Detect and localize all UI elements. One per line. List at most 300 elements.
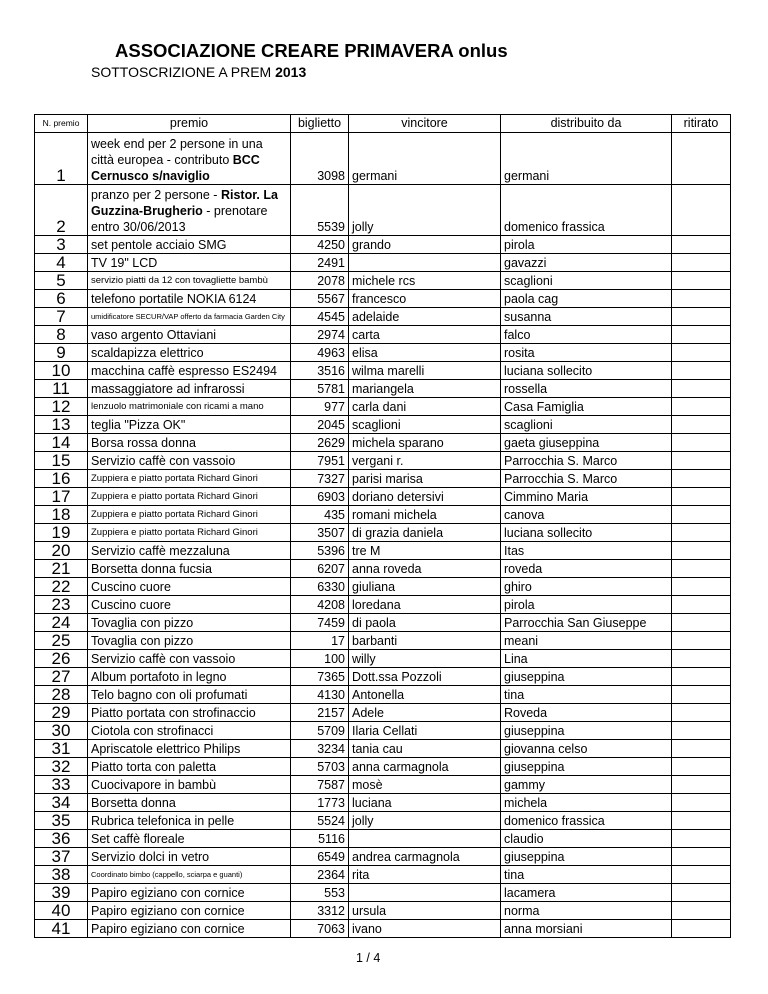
cell-distribuito-da: roveda [501, 560, 672, 578]
cell-ritirato [672, 308, 731, 326]
cell-vincitore: germani [349, 133, 501, 185]
cell-premio: Piatto portata con strofinaccio [88, 704, 291, 722]
cell-ritirato [672, 416, 731, 434]
cell-distribuito-da: Cimmino Maria [501, 488, 672, 506]
table-row [35, 380, 731, 398]
cell-vincitore: carla dani [349, 398, 501, 416]
cell-n-premio: 12 [35, 398, 88, 416]
cell-vincitore: andrea carmagnola [349, 848, 501, 866]
cell-biglietto: 2629 [291, 434, 349, 452]
cell-biglietto: 1773 [291, 794, 349, 812]
cell-n-premio: 38 [35, 866, 88, 884]
cell-biglietto: 4130 [291, 686, 349, 704]
table-row [35, 866, 731, 884]
cell-biglietto: 4963 [291, 344, 349, 362]
cell-distribuito-da: gaeta giuseppina [501, 434, 672, 452]
cell-biglietto: 5396 [291, 542, 349, 560]
cell-distribuito-da: falco [501, 326, 672, 344]
cell-vincitore: ursula [349, 902, 501, 920]
cell-vincitore: francesco [349, 290, 501, 308]
cell-distribuito-da: norma [501, 902, 672, 920]
cell-vincitore: grando [349, 236, 501, 254]
header-distribuito-da: distribuito da [501, 115, 672, 133]
table-row [35, 884, 731, 902]
cell-premio: Coordinato bimbo (cappello, sciarpa e guanti) [88, 866, 291, 884]
cell-vincitore: giuliana [349, 578, 501, 596]
cell-n-premio: 13 [35, 416, 88, 434]
premio-text: pranzo per 2 persone - [91, 188, 221, 202]
cell-premio: set pentole acciaio SMG [88, 236, 291, 254]
premio-text: week end per 2 persone in una città europea - contributo [91, 137, 263, 167]
cell-vincitore: Antonella [349, 686, 501, 704]
cell-distribuito-da: gammy [501, 776, 672, 794]
table-row [35, 272, 731, 290]
cell-ritirato [672, 254, 731, 272]
cell-distribuito-da: domenico frassica [501, 185, 672, 236]
cell-premio: Zuppiera e piatto portata Richard Ginori [88, 506, 291, 524]
table-row [35, 452, 731, 470]
cell-biglietto: 2157 [291, 704, 349, 722]
cell-distribuito-da: luciana sollecito [501, 524, 672, 542]
cell-vincitore: elisa [349, 344, 501, 362]
cell-biglietto: 3507 [291, 524, 349, 542]
cell-n-premio: 22 [35, 578, 88, 596]
cell-n-premio: 23 [35, 596, 88, 614]
cell-biglietto: 5567 [291, 290, 349, 308]
cell-vincitore: scaglioni [349, 416, 501, 434]
cell-premio: Set caffè floreale [88, 830, 291, 848]
cell-n-premio: 16 [35, 470, 88, 488]
cell-distribuito-da: giovanna celso [501, 740, 672, 758]
cell-premio: Cuscino cuore [88, 578, 291, 596]
cell-vincitore: tre M [349, 542, 501, 560]
cell-n-premio: 11 [35, 380, 88, 398]
cell-ritirato [672, 722, 731, 740]
cell-ritirato [672, 650, 731, 668]
cell-vincitore: mariangela [349, 380, 501, 398]
cell-n-premio: 27 [35, 668, 88, 686]
cell-ritirato [672, 488, 731, 506]
cell-vincitore [349, 830, 501, 848]
cell-vincitore: di grazia daniela [349, 524, 501, 542]
cell-distribuito-da: domenico frassica [501, 812, 672, 830]
cell-distribuito-da: ghiro [501, 578, 672, 596]
table-row [35, 650, 731, 668]
table-row [35, 668, 731, 686]
cell-n-premio: 17 [35, 488, 88, 506]
cell-biglietto: 7063 [291, 920, 349, 938]
cell-biglietto: 6330 [291, 578, 349, 596]
cell-vincitore: anna roveda [349, 560, 501, 578]
cell-distribuito-da: claudio [501, 830, 672, 848]
cell-n-premio: 41 [35, 920, 88, 938]
cell-ritirato [672, 614, 731, 632]
cell-ritirato [672, 326, 731, 344]
table-row [35, 326, 731, 344]
cell-vincitore: tania cau [349, 740, 501, 758]
cell-ritirato [672, 578, 731, 596]
cell-premio: Ciotola con strofinacci [88, 722, 291, 740]
cell-biglietto: 5524 [291, 812, 349, 830]
cell-biglietto: 17 [291, 632, 349, 650]
table-row [35, 686, 731, 704]
cell-biglietto: 7327 [291, 470, 349, 488]
cell-n-premio: 7 [35, 308, 88, 326]
cell-ritirato [672, 362, 731, 380]
table-row [35, 344, 731, 362]
cell-distribuito-da: Itas [501, 542, 672, 560]
cell-n-premio: 18 [35, 506, 88, 524]
page-number: 1 / 4 [356, 951, 381, 965]
cell-distribuito-da: Lina [501, 650, 672, 668]
cell-ritirato [672, 812, 731, 830]
cell-ritirato [672, 470, 731, 488]
cell-distribuito-da: Parrocchia San Giuseppe [501, 614, 672, 632]
cell-distribuito-da: tina [501, 686, 672, 704]
table-row [35, 794, 731, 812]
cell-biglietto: 553 [291, 884, 349, 902]
cell-vincitore: Adele [349, 704, 501, 722]
table-row [35, 290, 731, 308]
cell-n-premio: 34 [35, 794, 88, 812]
cell-distribuito-da: Parrocchia S. Marco [501, 470, 672, 488]
cell-ritirato [672, 668, 731, 686]
cell-premio: Servizio caffè con vassoio [88, 650, 291, 668]
table-row [35, 524, 731, 542]
table-row [35, 308, 731, 326]
cell-distribuito-da: Parrocchia S. Marco [501, 452, 672, 470]
cell-distribuito-da: Casa Famiglia [501, 398, 672, 416]
cell-vincitore: vergani r. [349, 452, 501, 470]
cell-n-premio: 19 [35, 524, 88, 542]
cell-distribuito-da: pirola [501, 596, 672, 614]
premio-sponsor: BCC Cernusco s/naviglio [91, 153, 260, 183]
cell-distribuito-da: giuseppina [501, 668, 672, 686]
cell-vincitore: Ilaria Cellati [349, 722, 501, 740]
cell-n-premio: 32 [35, 758, 88, 776]
cell-biglietto: 6207 [291, 560, 349, 578]
cell-biglietto: 2491 [291, 254, 349, 272]
cell-ritirato [672, 884, 731, 902]
cell-n-premio: 14 [35, 434, 88, 452]
cell-n-premio: 30 [35, 722, 88, 740]
cell-distribuito-da: giuseppina [501, 758, 672, 776]
cell-n-premio: 24 [35, 614, 88, 632]
subtitle-text: SOTTOSCRIZIONE A PREM [91, 64, 272, 80]
cell-distribuito-da: gavazzi [501, 254, 672, 272]
cell-n-premio: 28 [35, 686, 88, 704]
table-row [35, 704, 731, 722]
cell-vincitore: anna carmagnola [349, 758, 501, 776]
cell-premio: Tovaglia con pizzo [88, 632, 291, 650]
header-vincitore: vincitore [349, 115, 501, 133]
cell-distribuito-da: scaglioni [501, 272, 672, 290]
table-row [35, 470, 731, 488]
cell-ritirato [672, 236, 731, 254]
table-row [35, 416, 731, 434]
cell-premio: Servizio dolci in vetro [88, 848, 291, 866]
cell-ritirato [672, 185, 731, 236]
cell-premio: TV 19" LCD [88, 254, 291, 272]
header-row [35, 115, 731, 133]
cell-vincitore: loredana [349, 596, 501, 614]
table-row [35, 560, 731, 578]
cell-distribuito-da: anna morsiani [501, 920, 672, 938]
cell-biglietto: 5539 [291, 185, 349, 236]
cell-vincitore: jolly [349, 812, 501, 830]
table-row [35, 596, 731, 614]
cell-n-premio: 31 [35, 740, 88, 758]
cell-vincitore: parisi marisa [349, 470, 501, 488]
cell-premio: umidificatore SECUR/VAP offerto da farmacia Garden City [88, 308, 291, 326]
cell-vincitore: doriano detersivi [349, 488, 501, 506]
cell-premio: Apriscatole elettrico Philips [88, 740, 291, 758]
cell-premio: Rubrica telefonica in pelle [88, 812, 291, 830]
cell-ritirato [672, 758, 731, 776]
cell-premio: Borsetta donna [88, 794, 291, 812]
cell-distribuito-da: canova [501, 506, 672, 524]
cell-ritirato [672, 290, 731, 308]
cell-n-premio: 33 [35, 776, 88, 794]
cell-distribuito-da: germani [501, 133, 672, 185]
cell-ritirato [672, 866, 731, 884]
cell-biglietto: 7459 [291, 614, 349, 632]
cell-vincitore: adelaide [349, 308, 501, 326]
table-row [35, 848, 731, 866]
cell-distribuito-da: tina [501, 866, 672, 884]
cell-ritirato [672, 542, 731, 560]
header-n-premio: N. premio [35, 115, 88, 133]
cell-n-premio: 5 [35, 272, 88, 290]
premio-sponsor: Ristor. La Guzzina-Brugherio [91, 188, 278, 218]
cell-premio: scaldapizza elettrico [88, 344, 291, 362]
cell-ritirato [672, 272, 731, 290]
cell-premio: lenzuolo matrimoniale con ricami a mano [88, 398, 291, 416]
cell-n-premio: 4 [35, 254, 88, 272]
cell-vincitore: carta [349, 326, 501, 344]
cell-distribuito-da: giuseppina [501, 848, 672, 866]
cell-vincitore: michela sparano [349, 434, 501, 452]
cell-n-premio: 6 [35, 290, 88, 308]
cell-n-premio: 2 [35, 185, 88, 236]
table-row [35, 830, 731, 848]
cell-premio [88, 185, 291, 236]
premio-note: - prenotare entro 30/06/2013 [91, 204, 268, 234]
cell-n-premio: 39 [35, 884, 88, 902]
cell-premio: vaso argento Ottaviani [88, 326, 291, 344]
cell-n-premio: 35 [35, 812, 88, 830]
cell-biglietto: 2045 [291, 416, 349, 434]
table-row [35, 133, 731, 185]
header-biglietto: biglietto [291, 115, 349, 133]
cell-premio: Servizio caffè con vassoio [88, 452, 291, 470]
cell-ritirato [672, 133, 731, 185]
cell-vincitore: michele rcs [349, 272, 501, 290]
cell-ritirato [672, 380, 731, 398]
cell-ritirato [672, 560, 731, 578]
cell-premio: Cuscino cuore [88, 596, 291, 614]
cell-n-premio: 36 [35, 830, 88, 848]
cell-biglietto: 3098 [291, 133, 349, 185]
cell-premio: Album portafoto in legno [88, 668, 291, 686]
cell-biglietto: 5703 [291, 758, 349, 776]
cell-ritirato [672, 920, 731, 938]
cell-premio: servizio piatti da 12 con tovagliette bambù [88, 272, 291, 290]
cell-distribuito-da: scaglioni [501, 416, 672, 434]
cell-premio: Papiro egiziano con cornice [88, 884, 291, 902]
cell-biglietto: 6903 [291, 488, 349, 506]
table-row [35, 632, 731, 650]
cell-biglietto: 4208 [291, 596, 349, 614]
table-row [35, 488, 731, 506]
cell-biglietto: 7951 [291, 452, 349, 470]
table-row [35, 398, 731, 416]
document-title: ASSOCIAZIONE CREARE PRIMAVERA onlus [115, 40, 508, 61]
cell-biglietto: 4250 [291, 236, 349, 254]
prize-table [34, 114, 731, 938]
cell-n-premio: 10 [35, 362, 88, 380]
cell-premio: Borsa rossa donna [88, 434, 291, 452]
cell-ritirato [672, 524, 731, 542]
cell-ritirato [672, 398, 731, 416]
cell-premio: Telo bagno con oli profumati [88, 686, 291, 704]
table-row [35, 776, 731, 794]
cell-vincitore: ivano [349, 920, 501, 938]
cell-biglietto: 6549 [291, 848, 349, 866]
cell-n-premio: 8 [35, 326, 88, 344]
cell-premio: Zuppiera e piatto portata Richard Ginori [88, 488, 291, 506]
cell-ritirato [672, 686, 731, 704]
cell-n-premio: 15 [35, 452, 88, 470]
table-row [35, 578, 731, 596]
cell-biglietto: 977 [291, 398, 349, 416]
table-row [35, 236, 731, 254]
cell-distribuito-da: Roveda [501, 704, 672, 722]
cell-ritirato [672, 596, 731, 614]
cell-biglietto: 5781 [291, 380, 349, 398]
table-row [35, 902, 731, 920]
cell-vincitore: romani michela [349, 506, 501, 524]
cell-ritirato [672, 506, 731, 524]
cell-vincitore: rita [349, 866, 501, 884]
document-subtitle [91, 64, 306, 80]
cell-n-premio: 21 [35, 560, 88, 578]
cell-n-premio: 1 [35, 133, 88, 185]
cell-biglietto: 2078 [291, 272, 349, 290]
cell-ritirato [672, 794, 731, 812]
table-row [35, 758, 731, 776]
cell-biglietto: 4545 [291, 308, 349, 326]
cell-distribuito-da: rosita [501, 344, 672, 362]
cell-n-premio: 40 [35, 902, 88, 920]
cell-biglietto: 2364 [291, 866, 349, 884]
table-row [35, 812, 731, 830]
cell-vincitore: wilma marelli [349, 362, 501, 380]
cell-biglietto: 7365 [291, 668, 349, 686]
cell-ritirato [672, 776, 731, 794]
cell-distribuito-da: susanna [501, 308, 672, 326]
cell-premio: teglia "Pizza OK" [88, 416, 291, 434]
cell-premio: Borsetta donna fucsia [88, 560, 291, 578]
table-row [35, 722, 731, 740]
cell-distribuito-da: michela [501, 794, 672, 812]
cell-ritirato [672, 452, 731, 470]
cell-biglietto: 3234 [291, 740, 349, 758]
cell-ritirato [672, 434, 731, 452]
cell-premio: macchina caffè espresso ES2494 [88, 362, 291, 380]
cell-vincitore: di paola [349, 614, 501, 632]
cell-biglietto: 5709 [291, 722, 349, 740]
cell-premio: Zuppiera e piatto portata Richard Ginori [88, 524, 291, 542]
cell-ritirato [672, 632, 731, 650]
cell-ritirato [672, 344, 731, 362]
cell-ritirato [672, 848, 731, 866]
table-row [35, 254, 731, 272]
table-row [35, 185, 731, 236]
cell-premio: Papiro egiziano con cornice [88, 920, 291, 938]
cell-ritirato [672, 830, 731, 848]
cell-vincitore [349, 254, 501, 272]
cell-vincitore: luciana [349, 794, 501, 812]
cell-premio: Papiro egiziano con cornice [88, 902, 291, 920]
table-row [35, 506, 731, 524]
subtitle-year: 2013 [275, 64, 307, 80]
cell-premio: Piatto torta con paletta [88, 758, 291, 776]
header-premio: premio [88, 115, 291, 133]
cell-distribuito-da: paola cag [501, 290, 672, 308]
cell-ritirato [672, 704, 731, 722]
cell-n-premio: 26 [35, 650, 88, 668]
cell-biglietto: 5116 [291, 830, 349, 848]
cell-biglietto: 100 [291, 650, 349, 668]
cell-n-premio: 3 [35, 236, 88, 254]
cell-vincitore: willy [349, 650, 501, 668]
cell-distribuito-da: lacamera [501, 884, 672, 902]
cell-vincitore: Dott.ssa Pozzoli [349, 668, 501, 686]
table-body [35, 133, 731, 938]
table-row [35, 740, 731, 758]
cell-premio: Cuocivapore in bambù [88, 776, 291, 794]
cell-premio [88, 133, 291, 185]
cell-premio: massaggiatore ad infrarossi [88, 380, 291, 398]
cell-premio: Zuppiera e piatto portata Richard Ginori [88, 470, 291, 488]
cell-n-premio: 25 [35, 632, 88, 650]
cell-distribuito-da: giuseppina [501, 722, 672, 740]
cell-biglietto: 3312 [291, 902, 349, 920]
cell-premio: Tovaglia con pizzo [88, 614, 291, 632]
cell-premio: telefono portatile NOKIA 6124 [88, 290, 291, 308]
table-row [35, 542, 731, 560]
cell-distribuito-da: rossella [501, 380, 672, 398]
cell-premio: Servizio caffè mezzaluna [88, 542, 291, 560]
table-row [35, 920, 731, 938]
cell-n-premio: 29 [35, 704, 88, 722]
cell-distribuito-da: pirola [501, 236, 672, 254]
cell-distribuito-da: luciana sollecito [501, 362, 672, 380]
cell-n-premio: 37 [35, 848, 88, 866]
cell-biglietto: 7587 [291, 776, 349, 794]
cell-n-premio: 9 [35, 344, 88, 362]
cell-biglietto: 435 [291, 506, 349, 524]
cell-vincitore: barbanti [349, 632, 501, 650]
table-row [35, 362, 731, 380]
header-ritirato: ritirato [672, 115, 731, 133]
cell-n-premio: 20 [35, 542, 88, 560]
table-row [35, 434, 731, 452]
cell-vincitore [349, 884, 501, 902]
cell-distribuito-da: meani [501, 632, 672, 650]
cell-biglietto: 2974 [291, 326, 349, 344]
